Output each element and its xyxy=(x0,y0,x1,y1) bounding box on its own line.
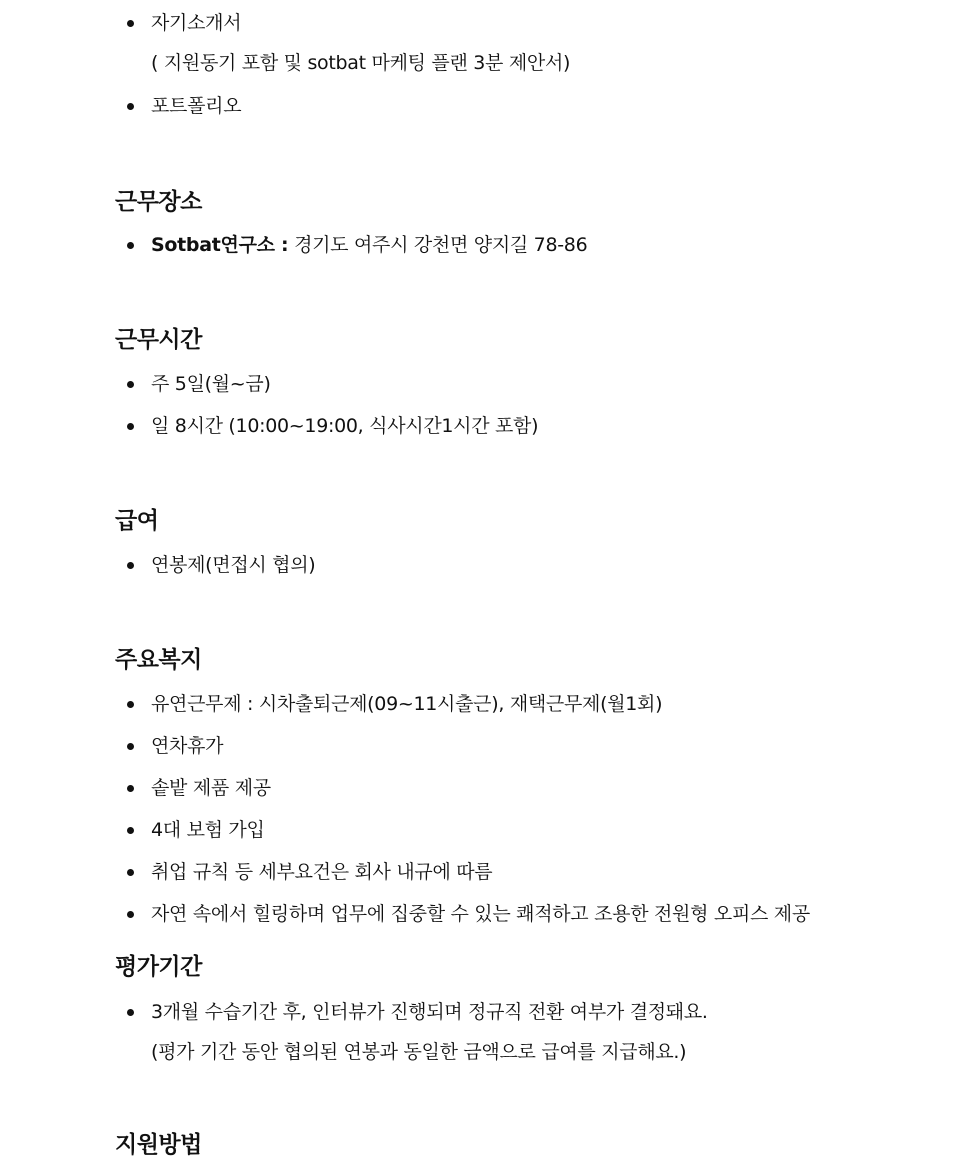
list-bullet xyxy=(127,743,134,750)
list-bullet xyxy=(127,785,134,792)
section-heading-benefits: 주요복지 xyxy=(115,647,202,673)
workplace-address: 경기도 여주시 강천면 양지길 78-86 xyxy=(294,234,588,256)
list-bullet xyxy=(127,103,134,110)
list-item-portfolio: 포트폴리오 xyxy=(151,95,242,117)
list-item-benefit: 4대 보험 가입 xyxy=(151,819,265,841)
section-heading-salary: 급여 xyxy=(115,508,159,534)
list-bullet xyxy=(127,701,134,708)
list-bullet xyxy=(127,869,134,876)
list-item-salary: 연봉제(면접시 협의) xyxy=(151,554,316,576)
list-bullet xyxy=(127,423,134,430)
list-item-benefit: 취업 규칙 등 세부요건은 회사 내규에 따름 xyxy=(151,861,493,883)
list-bullet xyxy=(127,381,134,388)
section-heading-apply: 지원방법 xyxy=(115,1132,202,1158)
list-item-benefit: 연차휴가 xyxy=(151,735,224,757)
list-item-benefit: 자연 속에서 힐링하며 업무에 집중할 수 있는 쾌적하고 조용한 전원형 오피스 제공 xyxy=(151,903,810,925)
list-item-evaluation-note: (평가 기간 동안 협의된 연봉과 동일한 금액으로 급여를 지급해요.) xyxy=(151,1041,687,1063)
list-item-benefit: 유연근무제 : 시차출퇴근제(09~11시출근), 재택근무제(월1회) xyxy=(151,693,663,715)
list-item-cover-letter: 자기소개서 xyxy=(151,12,242,34)
list-bullet xyxy=(127,242,134,249)
list-bullet xyxy=(127,1009,134,1016)
section-heading-workplace: 근무장소 xyxy=(115,189,202,215)
section-heading-hours: 근무시간 xyxy=(115,327,202,353)
list-item-workplace xyxy=(151,233,587,257)
list-bullet xyxy=(127,827,134,834)
list-bullet xyxy=(127,20,134,27)
section-heading-evaluation: 평가기간 xyxy=(115,954,202,980)
list-item-evaluation: 3개월 수습기간 후, 인터뷰가 진행되며 정규직 전환 여부가 결정돼요. xyxy=(151,1001,708,1023)
list-item-workhours: 일 8시간 (10:00~19:00, 식사시간1시간 포함) xyxy=(151,415,539,437)
list-item-note: ( 지원동기 포함 및 sotbat 마케팅 플랜 3분 제안서) xyxy=(151,52,571,74)
list-bullet xyxy=(127,911,134,918)
list-item-benefit: 솥밭 제품 제공 xyxy=(151,777,271,799)
workplace-label: Sotbat연구소 : xyxy=(151,234,289,256)
list-item-workdays: 주 5일(월~금) xyxy=(151,373,271,395)
list-bullet xyxy=(127,562,134,569)
